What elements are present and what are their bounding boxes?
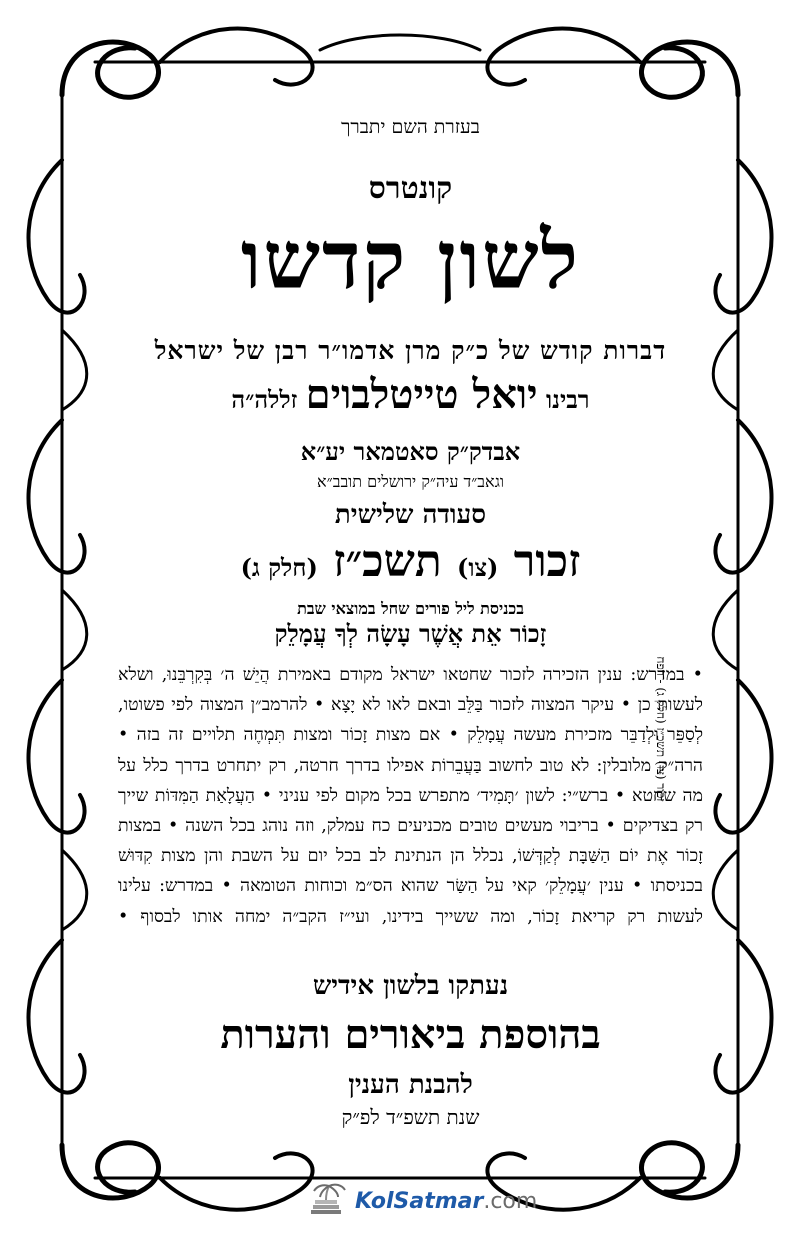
parsha-tzav: (צו) [456,553,499,582]
parsha-year: תשכ״ז [333,536,442,587]
parsha-part: (חלק ג) [240,553,318,582]
site-name-main: KolSatmar [355,1188,484,1214]
author-line-4: וגאב״ד עיה״ק ירושלים תובב״א [317,472,504,491]
site-logo[interactable] [305,1182,545,1220]
kuntres-label: קונטרס [368,171,453,206]
title-page [118,100,703,1175]
author-line-1: דברות קודש של כ״ק מרן אדמו״ר רבן של ישראל [154,336,667,365]
verse-line: זָכוֹר אֵת אֲשֶׁר עָשָׂה לְךָ עֲמָלֵק [274,619,547,648]
blessing-header: בעזרת השם יתברך [341,116,480,138]
author-line-3: אבדק״ק סאטמאר יע״א [300,437,521,466]
translated-note: נעתקו בלשון אידיש [312,971,509,1001]
side-page-reference: זכור (צו) תשכ״ז (חלק ג) - רפח [654,656,668,802]
author-prefix: רבינו [546,385,590,414]
site-name-suffix: .com [483,1188,538,1214]
author-line-2 [118,371,703,418]
site-name[interactable] [355,1189,537,1214]
topics-paragraph: • במדרש: ענין הזכירה לזכור שחטאו ישראל מקודם באמירת הֲיֵשׁ ה׳ בְּקִרְבֵּנוּ, ושלא לעשות כן • עיקר המצוה לזכור בַּלֵּב ובאם לאו לא יָצָא • להרמב״ן המצוה לפי פשוטו, לְסַפֵּר וּלְדַבֵּר מזכירת מעשה עֲמָלֵק • אם מצות זָכוֹר ומצות תִּמְחֶה תלויים זה בזה • הרה״ק מלובלין: לא טוב לחשוב בַּעֲבֵרוֹת אפילו בדרך חרטה, רק יתחרט בדרך כלל על מה שחטא • ברש״י: לשון ׳תָּמִיד׳ מתפרש בכל מקום לפי עניני • הַעֲלָאַת הַמִּדּוֹת שייך רק בצדיקים • בריבוי מעשים טובים מכניעים כח עמלק, וזה נוהג בכל השנה • במצות זָכוֹר אֶת יוֹם הַשַּׁבָּת לְקַדְּשׁוֹ, נכלל הן הנתינת לב בכל יום על השבת והן מצות קִדּוּשׁ בכניסתו • ענין ׳עֲמָלֵק׳ קאי על הַשַּׂר שהוא הס״מ וכוחות הטומאה • במדרש: עלינו לעשות רק קריאת זָכוֹר, ומה ששייך בידינו, ועי״ז הקב״ה ימחה אותו לבסוף • [118,665,703,927]
author-suffix: זללה״ה [231,385,298,414]
main-title: לשון קדשו [240,213,581,307]
understanding-subtitle: להבנת הענין [348,1070,473,1100]
publication-year: שנת תשפ״ד לפ״ק [341,1105,480,1129]
additions-title: בהוספת ביאורים והערות [220,1011,601,1058]
parsha-title [118,536,703,587]
palm-tree-books-icon [305,1182,351,1220]
author-name: יואל טייטלבוים [305,371,538,418]
parsha-name: זכור [513,536,581,587]
seuda-label: סעודה שלישית [334,500,487,530]
occasion-note: בכניסת ליל פורים שחל במוצאי שבת [297,599,524,618]
